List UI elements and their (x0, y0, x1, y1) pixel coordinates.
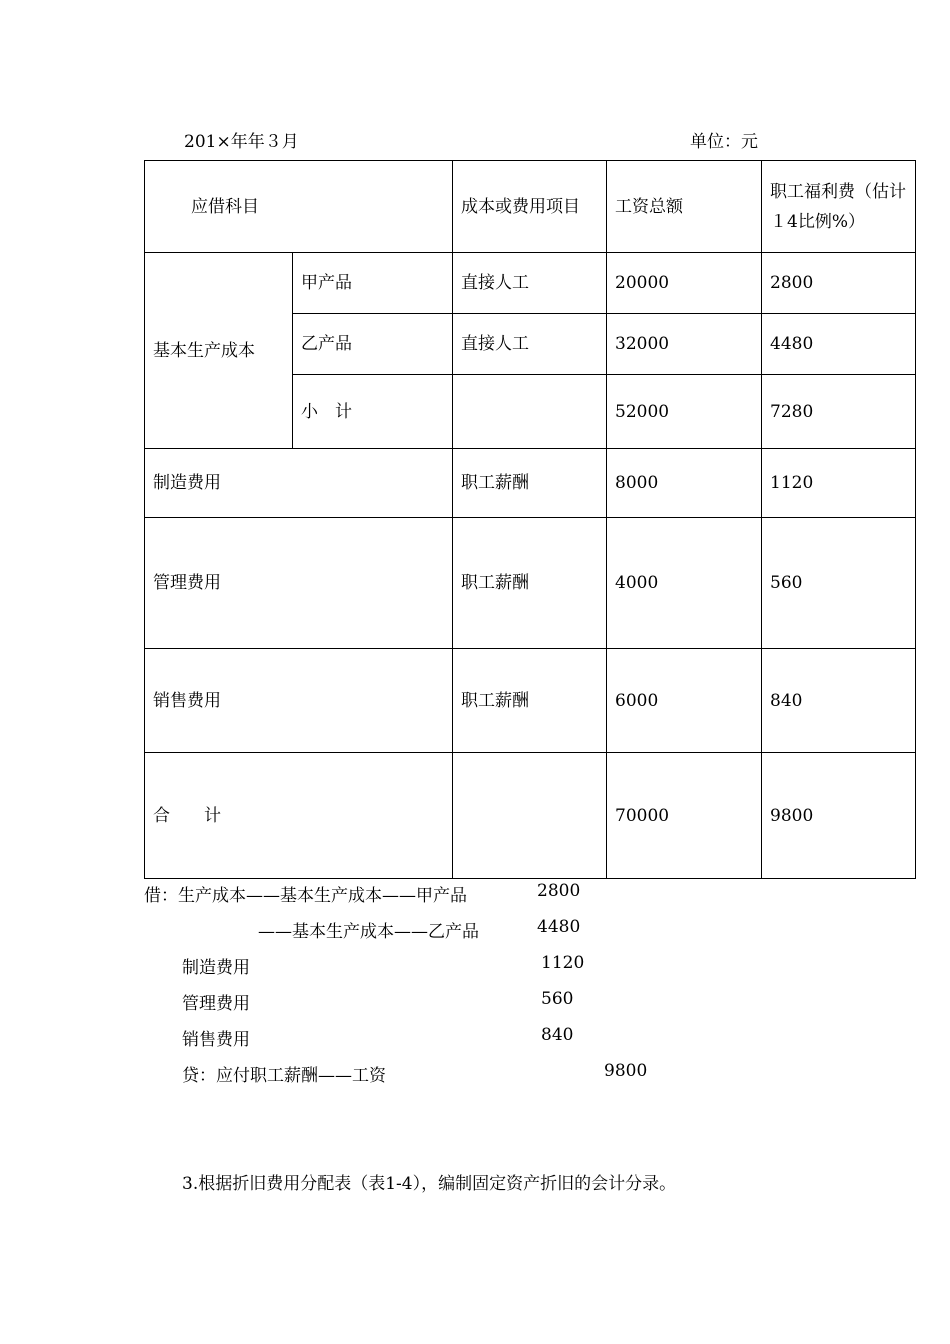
header-item: 成本或费用项目 (453, 161, 607, 253)
row-wages: 32000 (607, 314, 762, 375)
header-welfare: 职工福利费（估计１4比例%） (762, 161, 916, 253)
row-item (453, 753, 607, 879)
table-total-row (145, 753, 916, 879)
row-item: 职工薪酬 (453, 449, 607, 518)
table-row (145, 518, 916, 649)
journal-line-sales: 销售费用 (182, 1030, 250, 1050)
row-account: 制造费用 (145, 449, 453, 518)
row-wages: 4000 (607, 518, 762, 649)
row-item: 直接人工 (453, 314, 607, 375)
row-welfare: 7280 (762, 375, 916, 449)
row-welfare: 560 (762, 518, 916, 649)
instruction-text: 3.根据折旧费用分配表（表1-4），编制固定资产折旧的会计分录。 (182, 1174, 677, 1194)
row-item: 直接人工 (453, 253, 607, 314)
header-wages: 工资总额 (607, 161, 762, 253)
row-account: 管理费用 (145, 518, 453, 649)
journal-line-manufacturing: 制造费用 (182, 958, 250, 978)
journal-amount: 4480 (537, 917, 581, 937)
journal-amount: 1120 (541, 953, 585, 973)
basic-production-cost-cell: 基本生产成本 (145, 253, 293, 449)
row-item (453, 375, 607, 449)
row-welfare: 9800 (762, 753, 916, 879)
row-welfare: 2800 (762, 253, 916, 314)
journal-amount: 560 (541, 989, 574, 1009)
row-wages: 6000 (607, 649, 762, 753)
row-welfare: 1120 (762, 449, 916, 518)
row-account: 销售费用 (145, 649, 453, 753)
journal-amount: 840 (541, 1025, 574, 1045)
table-row (145, 449, 916, 518)
row-item: 职工薪酬 (453, 649, 607, 753)
row-wages: 20000 (607, 253, 762, 314)
journal-line-credit: 贷：应付职工薪酬——工资 (182, 1066, 386, 1086)
wage-allocation-table (144, 160, 916, 879)
table-header-row (145, 161, 916, 253)
row-sub-account: 甲产品 (293, 253, 453, 314)
header-account: 应借科目 (145, 161, 453, 253)
row-sub-account: 小 计 (293, 375, 453, 449)
journal-line-debit-a: 借：生产成本——基本生产成本——甲产品 (144, 886, 467, 906)
row-sub-account: 乙产品 (293, 314, 453, 375)
table-unit: 单位：元 (690, 132, 758, 152)
table-row (145, 253, 916, 314)
row-wages: 8000 (607, 449, 762, 518)
row-item: 职工薪酬 (453, 518, 607, 649)
table-row (145, 649, 916, 753)
journal-line-admin: 管理费用 (182, 994, 250, 1014)
row-wages: 70000 (607, 753, 762, 879)
row-welfare: 4480 (762, 314, 916, 375)
row-welfare: 840 (762, 649, 916, 753)
journal-amount: 2800 (537, 881, 581, 901)
journal-line-debit-b: ——基本生产成本——乙产品 (258, 922, 479, 942)
row-wages: 52000 (607, 375, 762, 449)
table-date: 201×年年３月 (184, 132, 299, 152)
row-account: 合 计 (145, 753, 453, 879)
journal-amount: 9800 (604, 1061, 648, 1081)
